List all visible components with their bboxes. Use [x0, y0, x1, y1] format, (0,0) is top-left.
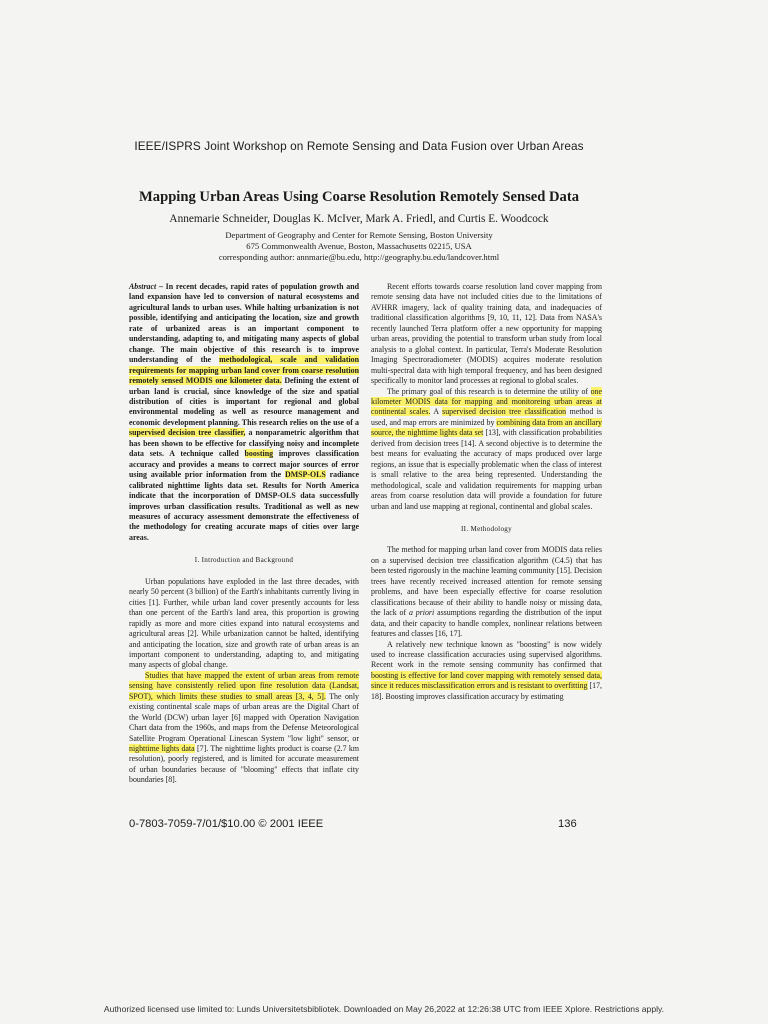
section-heading-intro: I. Introduction and Background: [194, 556, 294, 565]
highlighted-text: DMSP-OLS: [285, 470, 326, 480]
body-paragraph-1: Recent efforts towards coarse resolution land cover mapping from remote sensing data have not included cities due to the limitations of AVHRR imagery, lack of quality training data, and inadequacies of traditional classification algorithms [9, 10, 11, 12]. Data from NASA's recently launched Terra platform offer a new opportunity for mapping urban areas, providing the potential to transform urban study from local analysis to a global context. In particular, Terra's Moderate Resolution Imaging Spectroradiometer (MODIS) acquires moderate resolution multi-spectral data with high temporal frequency, and has been designed specifically to monitor land processes at regional to global scales.: [371, 282, 602, 386]
text-run: a priori: [408, 608, 435, 618]
abstract-label: Abstract: [129, 282, 157, 291]
text-run: The only existing continental scale maps of urban areas are the Digital Chart of the World (DCW) urban layer [6] mapped with Operation Navigation Chart data from the 1960s, and maps from the Defense Meteorological Satellite Program Operational Linescan System "low light" sensor, or: [129, 691, 359, 743]
text-run: A: [430, 407, 443, 417]
author-list: Annemarie Schneider, Douglas K. McIver, Mark A. Friedl, and Curtis E. Woodcock: [169, 213, 549, 225]
highlighted-text: combining data from an ancillary source, the nighttime lights data set: [371, 417, 602, 438]
highlighted-text: supervised decision tree classifier,: [129, 428, 246, 438]
highlighted-text: methodological, scale and validation requirements for mapping urban land cover from coarse resolution remotely sensed MODIS one kilometer data.: [129, 355, 359, 386]
highlighted-text: Studies that have mapped the extent of urban areas from remote sensing have consistently relied upon fine resolution data (Landsat, SPOT), which limits these studies to small areas [3, 4, 5].: [129, 670, 359, 701]
license-notice: Authorized licensed use limited to: Lunds Universitetsbibliotek. Downloaded on May 26,2022 at 12:26:38 UTC from IEEE Xplore. Restrictions apply.: [103, 1004, 665, 1014]
text-run: The method for mapping urban land cover from MODIS data relies on a supervised decision tree classification algorithm (C4.5) that has been tested rigorously in the machine learning community [15]. Decision trees have recently received increased attention for remote sensing problems, and have been especially effective for coarse resolution classifications because of their ability to handle noisy or missing data, the lack of: [371, 545, 602, 618]
text-run: A relatively new technique known as "boosting" is now widely used to increase classification accuracies using supervised algorithms. Recent work in the remote sensing community has confirmed that: [371, 639, 602, 670]
text-run: [7]. The nighttime lights product is coarse (2.7 km resolution), poorly registered, and is limited for accurate measurement of urban boundaries because of "blooming" effects that inflate city boundaries [8].: [129, 744, 359, 785]
text-run: improves classification accuracy and provides a means to correct major sources of error using available prior information from the: [129, 449, 359, 480]
intro-paragraph-2: [129, 671, 359, 786]
intro-paragraph-1: Urban populations have exploded in the last three decades, with nearly 50 percent (3 billion) of the Earth's inhabitants currently living in cities [1]. Further, while urban land cover presently accounts for less than one percent of the Earth's land area, this proportion is growing rapidly as more and more cities expand into natural ecosystems and agricultural areas [2]. While urbanization cannot be halted, identifying and anticipating the location, size and growth rate of urban areas is an important component to understanding, adapting to, and mitigating many aspects of global change.: [129, 576, 359, 670]
section-heading-methodology: II. Methodology: [461, 524, 512, 533]
highlighted-text: boosting is effective for land cover mapping with remotely sensed data, since it reduces misclassification errors and is resistant to overfitting: [371, 670, 602, 691]
abstract: [129, 282, 359, 543]
paper-title: Mapping Urban Areas Using Coarse Resolution Remotely Sensed Data: [139, 189, 579, 205]
highlighted-text: one kilometer MODIS data for mapping and monitoreing urban areas at continental scales.: [371, 386, 602, 417]
isbn-copyright: 0-7803-7059-7/01/$10.00 © 2001 IEEE: [129, 818, 324, 830]
highlighted-text: boosting: [244, 449, 274, 459]
left-column: [129, 282, 359, 786]
corresponding-author: corresponding author: annmarie@bu.edu, http://geography.bu.edu/landcover.html: [218, 252, 500, 262]
highlighted-text: nighttime lights data: [129, 744, 195, 754]
text-run: [17, 18]. Boosting improves classification accuracy by estimating: [371, 681, 603, 701]
text-run: a nonparametric algorithm that has been shown to be effective for classifying noisy and incomplete data sets. A technique called: [129, 428, 359, 459]
affiliation-line: Department of Geography and Center for Remote Sensing, Boston University: [225, 230, 493, 240]
methodology-paragraph-2: [371, 640, 602, 703]
text-run: [13], with classification probabilities derived from decision trees [14]. A second objective is to determine the best means for evaluating the accuracy of maps produced over large regions, an issue that is especially problematic when the class of interest is small relative to the area being represented. Understanding the methodological, scale and validation requirements for mapping urban areas from coarse resolution data will provide a foundation for future urban and land use mapping at regional, continental and global scales.: [371, 428, 602, 511]
page-number: 136: [558, 818, 577, 830]
text-run: – In recent decades, rapid rates of population growth and land expansion have led to conversion of natural ecosystems and agricultural lands to urban uses. While halting urbanization is not possible, identifying and anticipating the location, size and growth rate of urbanized areas is an important component to understanding, adapting to, and mitigating many aspects of global change. The main objective of this research is to improve understanding of the: [129, 282, 359, 365]
text-run: radiance calibrated nighttime lights data set. Results for North America indicate that the incorporation of DMSP-OLS data successfully improves urban classification results. Traditional as well as new measures of accuracy assessment demonstrate the effectiveness of the methodology for creating accurate maps of cities over large areas.: [129, 470, 360, 542]
text-run: Defining the extent of urban land is crucial, since knowledge of the size and spatial distribution of cities is important for regional and global environmental modeling as well as resource management and economic development planning. This research relies on the use of a: [129, 376, 359, 427]
workshop-header: IEEE/ISPRS Joint Workshop on Remote Sensing and Data Fusion over Urban Areas: [134, 139, 584, 153]
text-run: assumptions regarding the distribution of the input data, and their capacity to handle complex, nonlinear relations between features and classes [16, 17].: [371, 608, 602, 639]
text-run: The primary goal of this research is to determine the utility of: [387, 386, 591, 396]
highlighted-text: supervised decision tree classification: [442, 407, 567, 417]
right-column: [371, 282, 602, 702]
body-paragraph-2: [371, 387, 602, 512]
text-run: method is used, and map errors are minimized by: [371, 407, 603, 427]
methodology-paragraph-1: [371, 545, 602, 639]
abstract-text: [129, 282, 359, 542]
affiliation-address: 675 Commonwealth Avenue, Boston, Massachusetts 02215, USA: [246, 241, 472, 251]
